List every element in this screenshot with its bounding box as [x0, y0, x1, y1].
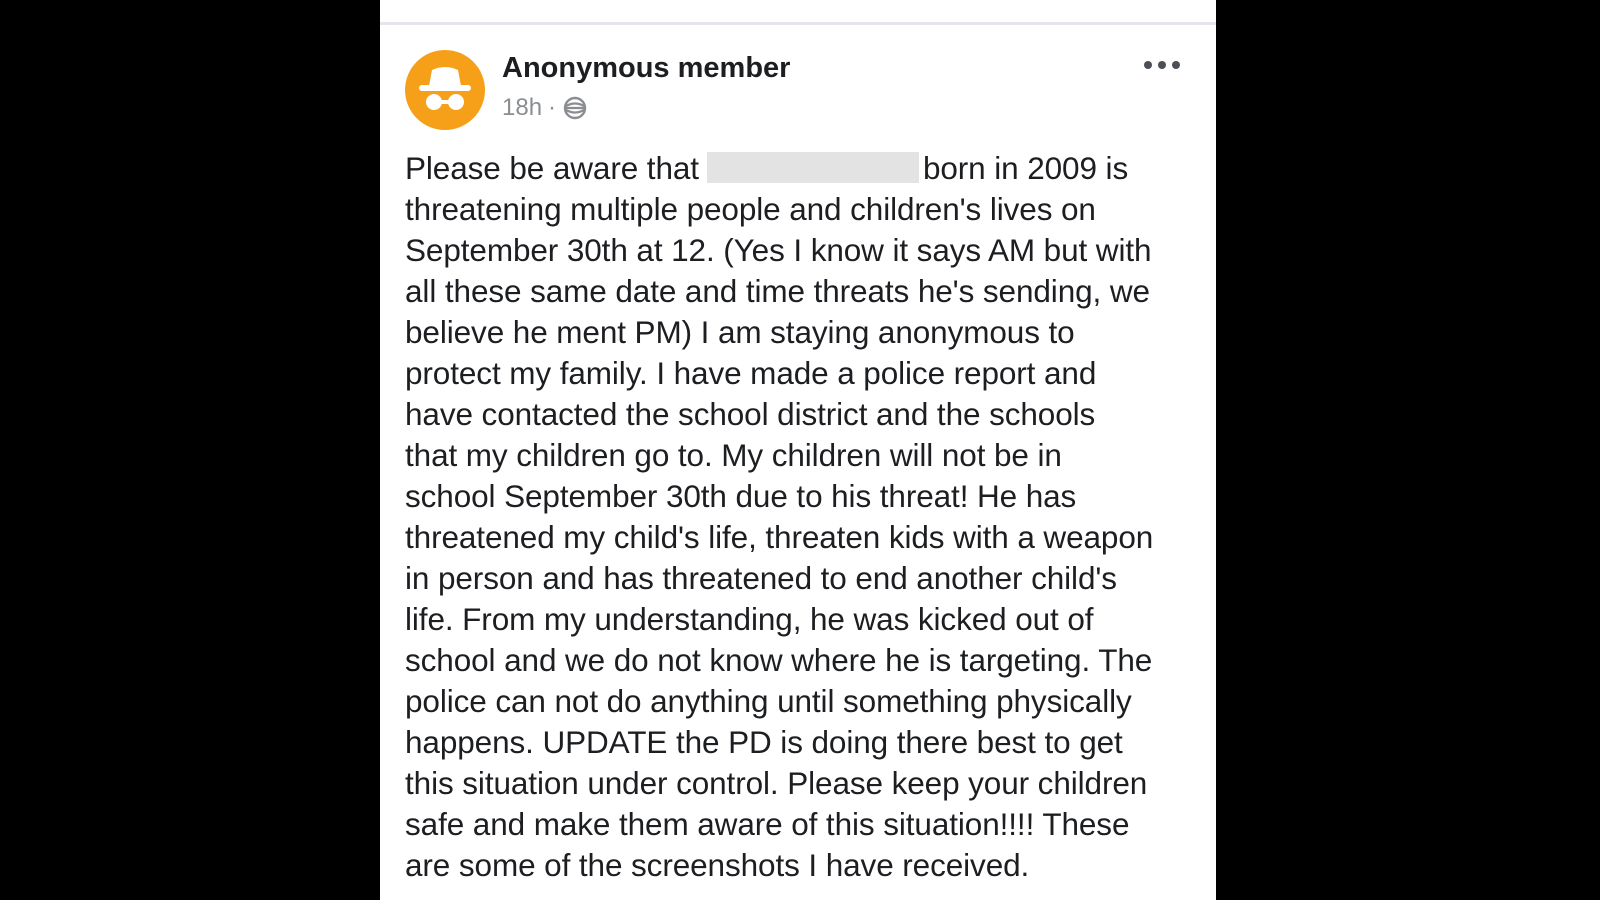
redacted-name-block [707, 152, 919, 183]
post-timestamp[interactable]: 18h [502, 94, 543, 121]
post-body-line: school and we do not know where he is targeting. The [405, 642, 1153, 678]
post-body-line: believe he ment PM) I am staying anonymous to [405, 314, 1075, 350]
post-body [405, 148, 1205, 886]
post-body-line: life. From my understanding, he was kicked out of [405, 601, 1094, 637]
previous-post-divider [380, 0, 1216, 25]
post-body-line [405, 148, 1205, 189]
post-body-line: in person and has threatened to end another child's [405, 560, 1117, 596]
author-name[interactable]: Anonymous member [502, 52, 791, 84]
post-body-line: are some of the screenshots I have received. [405, 847, 1030, 883]
post-body-text: Please be aware that [405, 150, 699, 186]
post-body-line: have contacted the school district and the schools [405, 396, 1096, 432]
post-body-line: protect my family. I have made a police report and [405, 355, 1097, 391]
post-body-line: this situation under control. Please keep your children [405, 765, 1148, 801]
post-body-line: September 30th at 12. (Yes I know it says AM but with [405, 232, 1152, 268]
post-body-line: threatening multiple people and children's lives on [405, 191, 1096, 227]
post-body-line: all these same date and time threats he's sending, we [405, 273, 1150, 309]
post-body-line: that my children go to. My children will not be in [405, 437, 1062, 473]
post-body-line: safe and make them aware of this situation!!!! These [405, 806, 1130, 842]
post-body-line: school September 30th due to his threat! He has [405, 478, 1077, 514]
post-header [405, 48, 1195, 134]
post-body-line: threatened my child's life, threaten kids with a weapon [405, 519, 1154, 555]
globe-icon[interactable] [562, 95, 588, 121]
meta-separator: · [548, 94, 557, 121]
post-body-text: born in 2009 is [922, 150, 1129, 186]
anonymous-avatar[interactable] [405, 50, 485, 130]
post-meta [502, 94, 588, 122]
more-options-icon [1139, 50, 1187, 80]
post-body-line: happens. UPDATE the PD is doing there best to get [405, 724, 1123, 760]
anonymous-incognito-icon [405, 50, 485, 130]
post-card [380, 0, 1216, 900]
post-body-line: police can not do anything until something physically [405, 683, 1132, 719]
more-options-button[interactable] [1139, 50, 1187, 80]
